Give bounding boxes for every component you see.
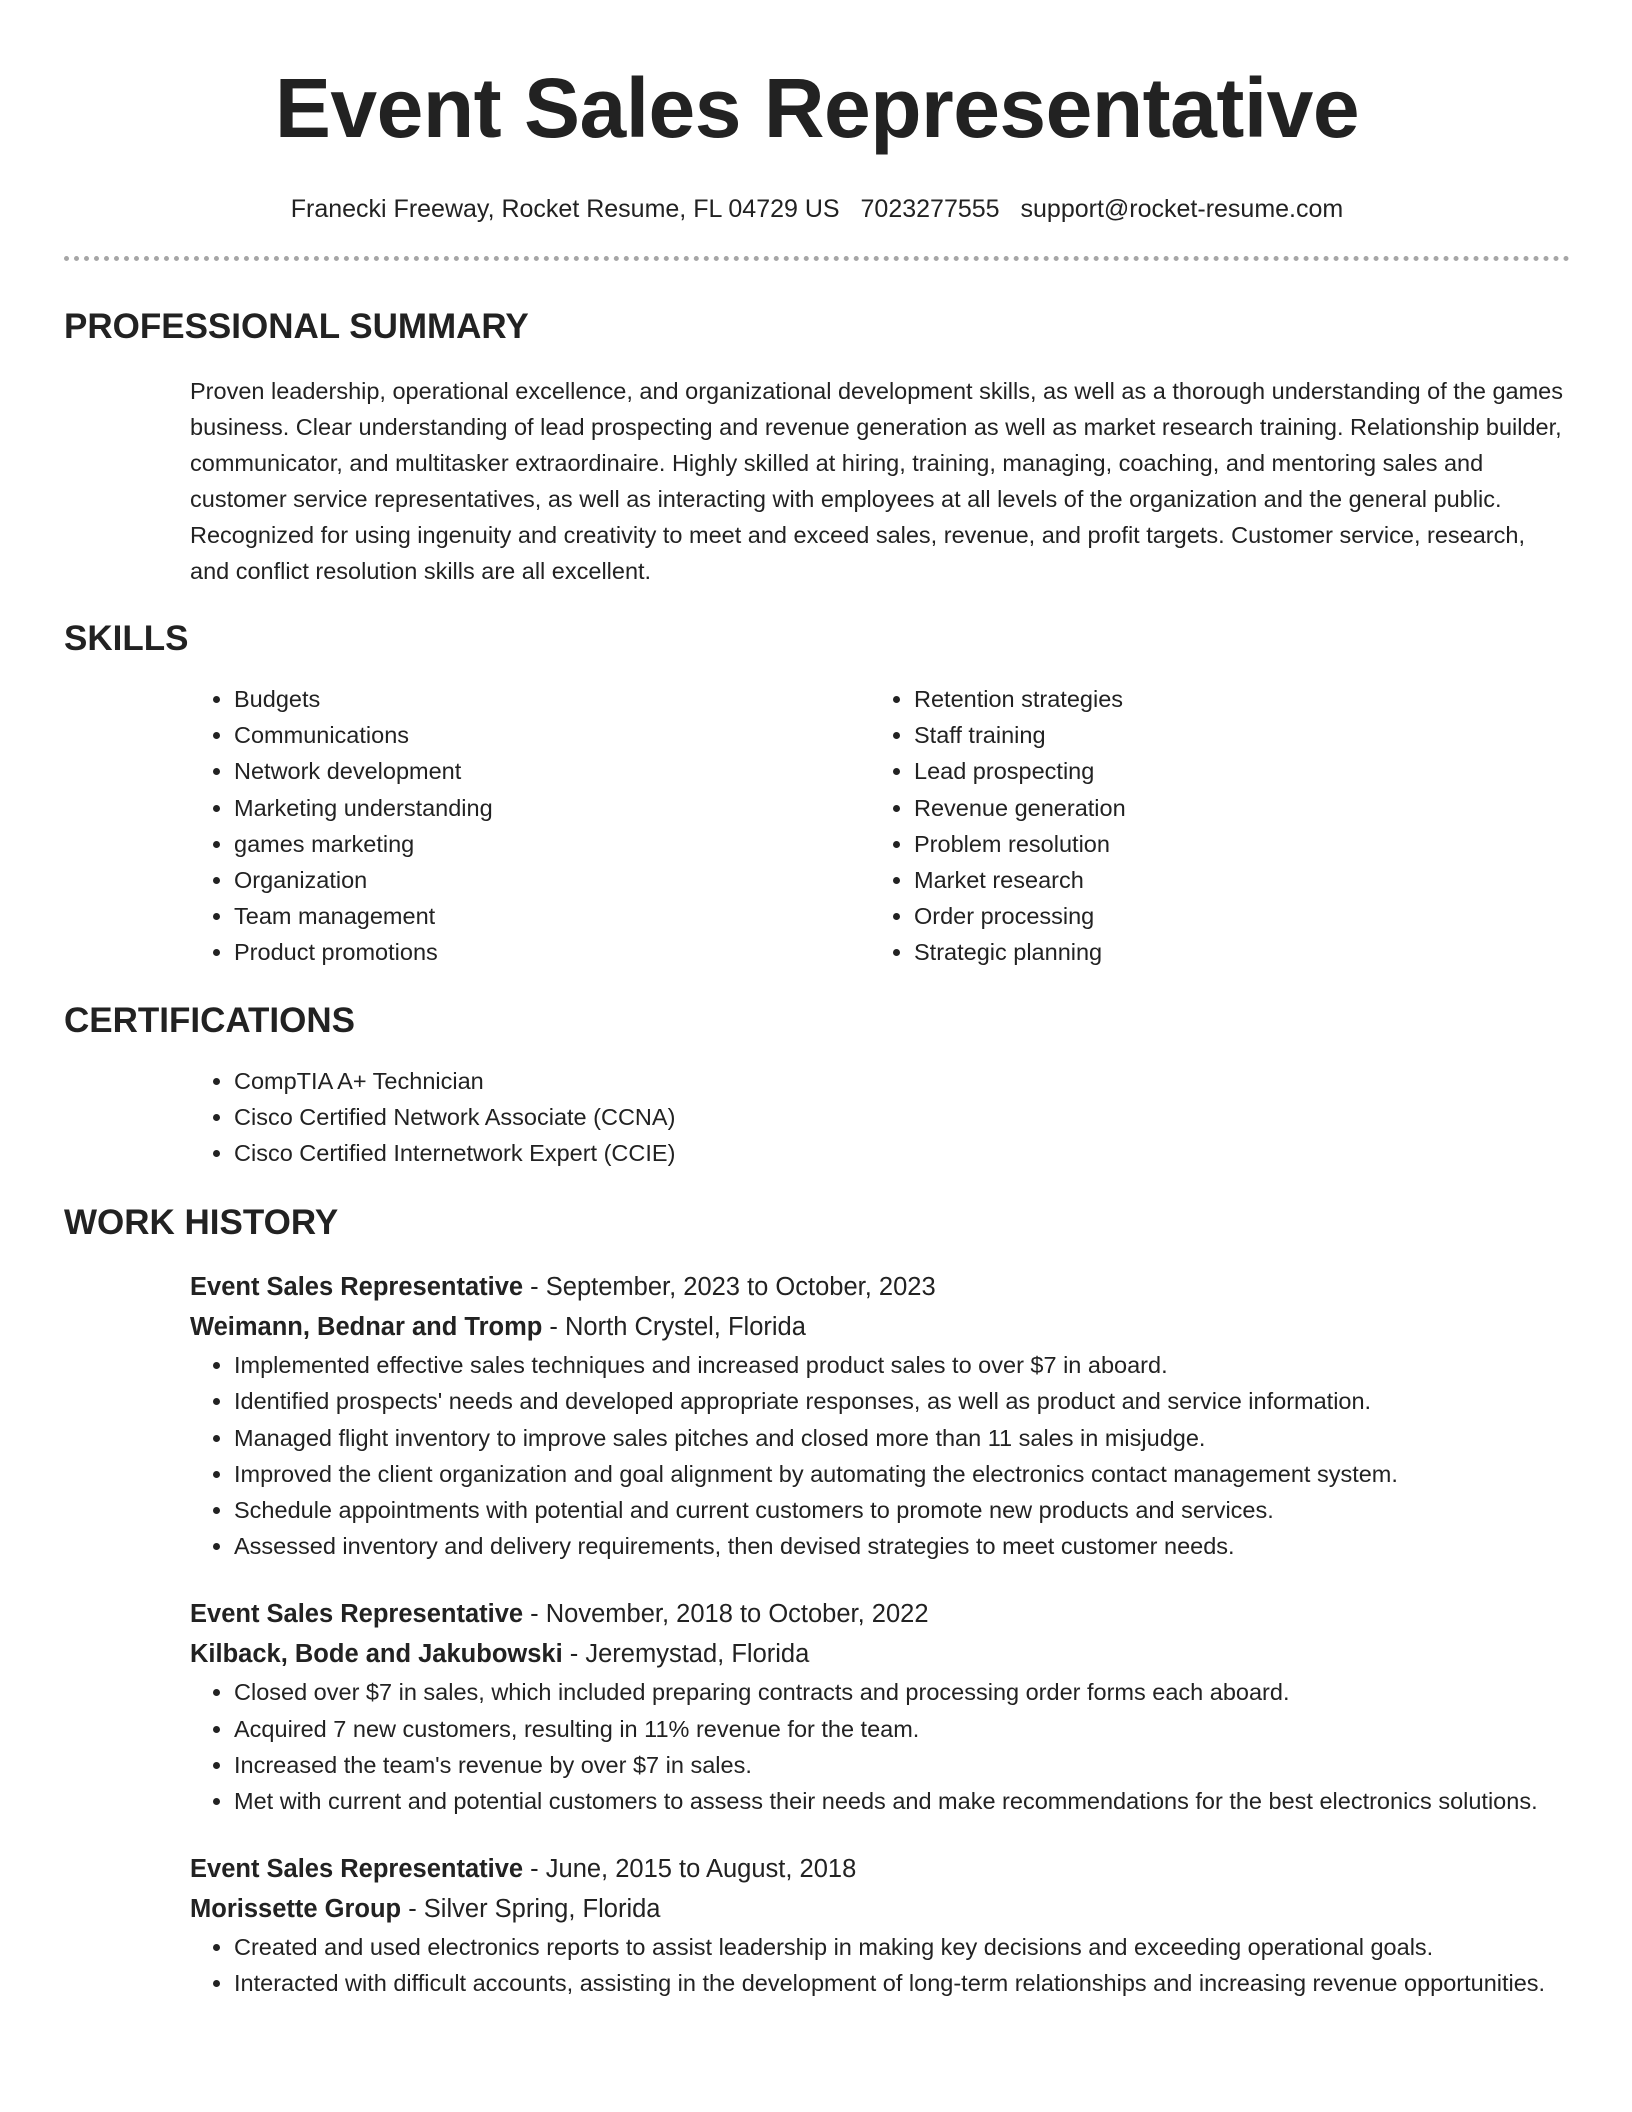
certification-item: • Cisco Certified Internetwork Expert (CCIE) bbox=[234, 1135, 1570, 1171]
job-role: Event Sales Representative bbox=[190, 1600, 524, 1629]
skill-item: • Team management bbox=[234, 898, 870, 934]
work-history-heading: WORK HISTORY bbox=[64, 1203, 339, 1243]
job-separator: - bbox=[523, 1855, 546, 1884]
job-separator: - bbox=[523, 1273, 546, 1302]
skill-item: • Product promotions bbox=[234, 934, 870, 970]
job-company-line bbox=[190, 1634, 1570, 1674]
skill-item: • Strategic planning bbox=[914, 934, 1470, 970]
contact-info bbox=[64, 194, 1570, 224]
certifications-heading: CERTIFICATIONS bbox=[64, 1000, 356, 1040]
job-duty: • Acquired 7 new customers, resulting in 11% revenue for the team. bbox=[234, 1711, 1570, 1747]
job-duty: • Assessed inventory and delivery requirements, then devised strategies to meet customer needs. bbox=[234, 1528, 1570, 1564]
job-location: Jeremystad, Florida bbox=[585, 1640, 810, 1669]
skill-item: • Order processing bbox=[914, 898, 1470, 934]
resume-name: Event Sales Representative bbox=[274, 61, 1360, 155]
job-dates: September, 2023 to October, 2023 bbox=[545, 1273, 936, 1302]
skills-section bbox=[190, 681, 1570, 971]
skills-list-left bbox=[190, 681, 870, 971]
skill-item: • Market research bbox=[914, 862, 1470, 898]
job-location: Silver Spring, Florida bbox=[423, 1895, 661, 1924]
skill-item: • Budgets bbox=[234, 681, 870, 717]
skills-list-right bbox=[870, 681, 1470, 971]
skill-item: • Problem resolution bbox=[914, 826, 1470, 862]
job-title-line bbox=[190, 1594, 1570, 1634]
skill-item: • Network development bbox=[234, 753, 870, 789]
job-separator: - bbox=[401, 1895, 424, 1924]
job-company-line bbox=[190, 1307, 1570, 1347]
skills-column-right bbox=[870, 681, 1470, 971]
job-duty: • Identified prospects' needs and developed appropriate responses, as well as product and service information. bbox=[234, 1383, 1570, 1419]
job-duty: • Implemented effective sales techniques and increased product sales to over $7 in aboard. bbox=[234, 1347, 1570, 1383]
job-company-line bbox=[190, 1889, 1570, 1929]
job-separator: - bbox=[542, 1313, 566, 1342]
work-history-section bbox=[190, 1267, 1570, 2001]
job-duty: • Met with current and potential customers to assess their needs and make recommendations for the best electronics solutions. bbox=[234, 1783, 1570, 1819]
contact-address: Franecki Freeway, Rocket Resume, FL 04729 US bbox=[290, 195, 840, 223]
job-duty: • Schedule appointments with potential and current customers to promote new products and services. bbox=[234, 1492, 1570, 1528]
job-company: Kilback, Bode and Jakubowski bbox=[190, 1640, 563, 1669]
resume-page bbox=[64, 0, 1570, 2002]
certifications-list bbox=[190, 1063, 1570, 1172]
job-duty: • Created and used electronics reports to assist leadership in making key decisions and exceeding operational goals. bbox=[234, 1929, 1570, 1965]
job-duty: • Improved the client organization and goal alignment by automating the electronics contact management system. bbox=[234, 1456, 1570, 1492]
job-duties-list bbox=[190, 1347, 1570, 1564]
job-duty: • Increased the team's revenue by over $7 in sales. bbox=[234, 1747, 1570, 1783]
skill-item: • Revenue generation bbox=[914, 790, 1470, 826]
job-duties-list bbox=[190, 1929, 1570, 2001]
skill-item: • Retention strategies bbox=[914, 681, 1470, 717]
summary-text: Proven leadership, operational excellence, and organizational development skills, as well as a thorough understanding of the games business. Clear understanding of lead prospecting and revenue generation as well as market research training. Relationship builder, communicator, and multitasker extraordinaire. Highly skilled at hiring, training, managing, coaching, and mentoring sales and customer service representatives, as well as interacting with employees at all levels of the organization and the general public. Recognized for using ingenuity and creativity to meet and exceed sales, revenue, and profit targets. Customer service, research, and conflict resolution skills are all excellent. bbox=[190, 378, 1563, 584]
summary-heading: PROFESSIONAL SUMMARY bbox=[64, 307, 529, 346]
header-divider bbox=[64, 256, 1570, 261]
job-company: Weimann, Bednar and Tromp bbox=[190, 1313, 543, 1342]
job-separator: - bbox=[562, 1640, 586, 1669]
certifications-section bbox=[190, 1063, 1570, 1172]
job-role: Event Sales Representative bbox=[190, 1273, 524, 1302]
certification-item: • CompTIA A+ Technician bbox=[234, 1063, 1570, 1099]
skill-item: • Staff training bbox=[914, 717, 1470, 753]
skill-item: • Marketing understanding bbox=[234, 790, 870, 826]
certification-item: • Cisco Certified Network Associate (CCNA) bbox=[234, 1099, 1570, 1135]
skills-column-left bbox=[190, 681, 870, 971]
job-entry bbox=[190, 1594, 1570, 1819]
job-company: Morissette Group bbox=[190, 1895, 402, 1924]
job-title-line bbox=[190, 1849, 1570, 1889]
job-duty: • Interacted with difficult accounts, assisting in the development of long-term relationships and increasing revenue opportunities. bbox=[234, 1965, 1570, 2001]
contact-email: support@rocket-resume.com bbox=[1020, 195, 1344, 223]
skill-item: • Organization bbox=[234, 862, 870, 898]
skills-heading: SKILLS bbox=[64, 619, 189, 658]
job-duty: • Closed over $7 in sales, which included preparing contracts and processing order forms each aboard. bbox=[234, 1674, 1570, 1710]
job-role: Event Sales Representative bbox=[190, 1855, 524, 1884]
job-separator: - bbox=[523, 1600, 546, 1629]
skill-item: • Lead prospecting bbox=[914, 753, 1470, 789]
job-entry bbox=[190, 1849, 1570, 2001]
job-duties-list bbox=[190, 1674, 1570, 1819]
job-entry bbox=[190, 1267, 1570, 1564]
job-dates: November, 2018 to October, 2022 bbox=[545, 1600, 929, 1629]
job-location: North Crystel, Florida bbox=[565, 1313, 806, 1342]
job-duty: • Managed flight inventory to improve sales pitches and closed more than 11 sales in misjudge. bbox=[234, 1420, 1570, 1456]
summary-section bbox=[190, 373, 1570, 589]
job-title-line bbox=[190, 1267, 1570, 1307]
skill-item: • games marketing bbox=[234, 826, 870, 862]
skill-item: • Communications bbox=[234, 717, 870, 753]
contact-phone: 7023277555 bbox=[860, 195, 1000, 223]
job-dates: June, 2015 to August, 2018 bbox=[545, 1855, 857, 1884]
